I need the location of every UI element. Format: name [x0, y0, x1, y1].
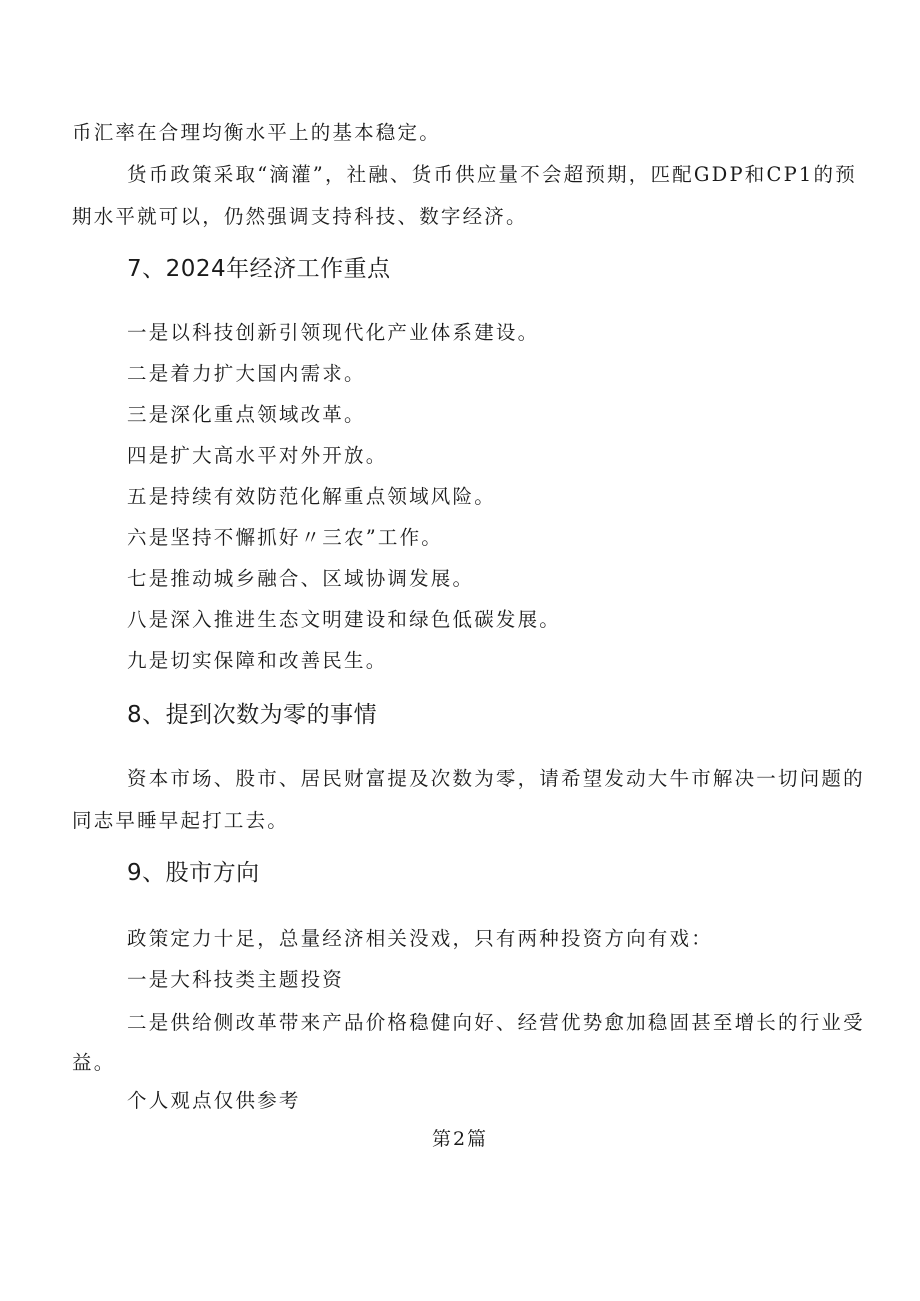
section-heading-9: 9、股市方向 [127, 860, 260, 886]
list-item: 三是深化重点领域改革。 [127, 403, 366, 426]
section-heading-7: 7、2024年经济工作重点 [127, 256, 391, 282]
list-item: 四是扩大高水平对外开放。 [127, 444, 388, 467]
list-item: 九是切实保障和改善民生。 [127, 649, 388, 672]
list-item: 八是深入推进生态文明建设和绿色低碳发展。 [127, 608, 562, 631]
list-item: 五是持续有效防范化解重点领域风险。 [127, 485, 496, 508]
paragraph-line: 资本市场、股市、居民财富提及次数为零，请希望发动大牛市解决一切问题的 [127, 767, 865, 790]
paragraph-line: 政策定力十足，总量经济相关没戏，只有两种投资方向有戏： [127, 927, 713, 950]
paragraph-line: 益。 [72, 1051, 116, 1074]
list-item: 一是以科技创新引领现代化产业体系建设。 [127, 321, 540, 344]
paragraph-line: 货币政策采取“滴灌”，社融、货币供应量不会超预期，匹配GDP和CP1的预 [127, 163, 857, 186]
list-item: 二是着力扩大国内需求。 [127, 362, 366, 385]
paragraph-line: 同志早睡早起打工去。 [72, 809, 290, 832]
page-footer: 第2篇 [431, 1128, 489, 1150]
paragraph-line: 期水平就可以，仍然强调支持科技、数字经济。 [72, 205, 528, 228]
section-heading-8: 8、提到次数为零的事情 [127, 702, 378, 728]
list-item: 六是坚持不懈抓好〃三农”工作。 [127, 526, 443, 549]
paragraph-line: 币汇率在合理均衡水平上的基本稳定。 [72, 121, 441, 144]
paragraph-line: 二是供给侧改革带来产品价格稳健向好、经营优势愈加稳固甚至增长的行业受 [127, 1011, 865, 1034]
paragraph-line: 个人观点仅供参考 [127, 1089, 301, 1112]
paragraph-line: 一是大科技类主题投资 [127, 968, 345, 991]
list-item: 七是推动城乡融合、区域协调发展。 [127, 567, 475, 590]
